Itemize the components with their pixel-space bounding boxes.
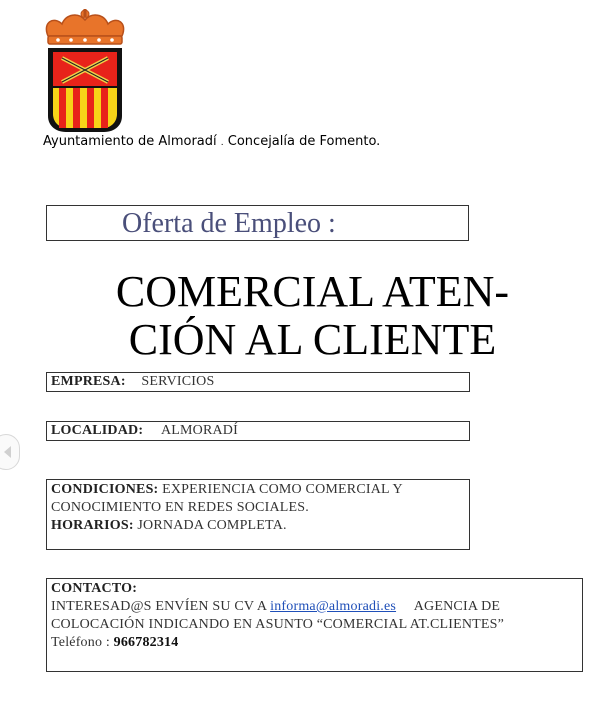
offer-heading-box [46, 205, 469, 241]
contacto-box [46, 578, 583, 672]
condiciones-box [46, 479, 470, 550]
department-name: Concejalía de Fomento. [227, 134, 381, 149]
email-link[interactable]: informa@almoradi.es [270, 599, 397, 614]
side-collapse-tab[interactable] [0, 434, 20, 470]
offer-heading: Oferta de Empleo : [122, 208, 336, 239]
horarios-label: HORARIOS: [51, 518, 134, 533]
organization-name: Ayuntamiento de Almoradí [43, 134, 217, 149]
localidad-box [46, 421, 470, 441]
phone-number: 966782314 [113, 635, 179, 650]
empresa-box [46, 372, 470, 392]
contacto-label: CONTACTO: [51, 581, 138, 596]
shield-icon [48, 48, 122, 132]
job-title-line1: COMERCIAL ATEN- [115, 267, 510, 316]
header-separator: . [220, 138, 224, 148]
contacto-text-before: INTERESAD@S ENVÍEN SU CV A [51, 599, 267, 614]
empresa-value: SERVICIOS [141, 374, 215, 389]
job-title [40, 268, 585, 364]
condiciones-value-line1: EXPERIENCIA COMO COMERCIAL Y [162, 482, 403, 497]
condiciones-label: CONDICIONES: [51, 482, 159, 497]
contacto-line2: COLOCACIÓN INDICANDO EN ASUNTO “COMERCIAL AT.CLIENTES” [51, 617, 505, 632]
localidad-label: LOCALIDAD: [51, 423, 144, 438]
phone-label: Teléfono : [51, 635, 110, 650]
empresa-label: EMPRESA: [51, 374, 126, 389]
organization-header [43, 134, 380, 149]
job-title-line2: CIÓN AL CLIENTE [128, 315, 497, 364]
crown-icon [46, 9, 123, 44]
contacto-text-after: AGENCIA DE [413, 599, 501, 614]
chevron-left-icon [4, 446, 11, 458]
condiciones-value-line2: CONOCIMIENTO EN REDES SOCIALES. [51, 500, 309, 515]
municipal-crest-logo [40, 8, 130, 134]
localidad-value: ALMORADÍ [160, 423, 238, 438]
horarios-value: JORNADA COMPLETA. [137, 518, 287, 533]
